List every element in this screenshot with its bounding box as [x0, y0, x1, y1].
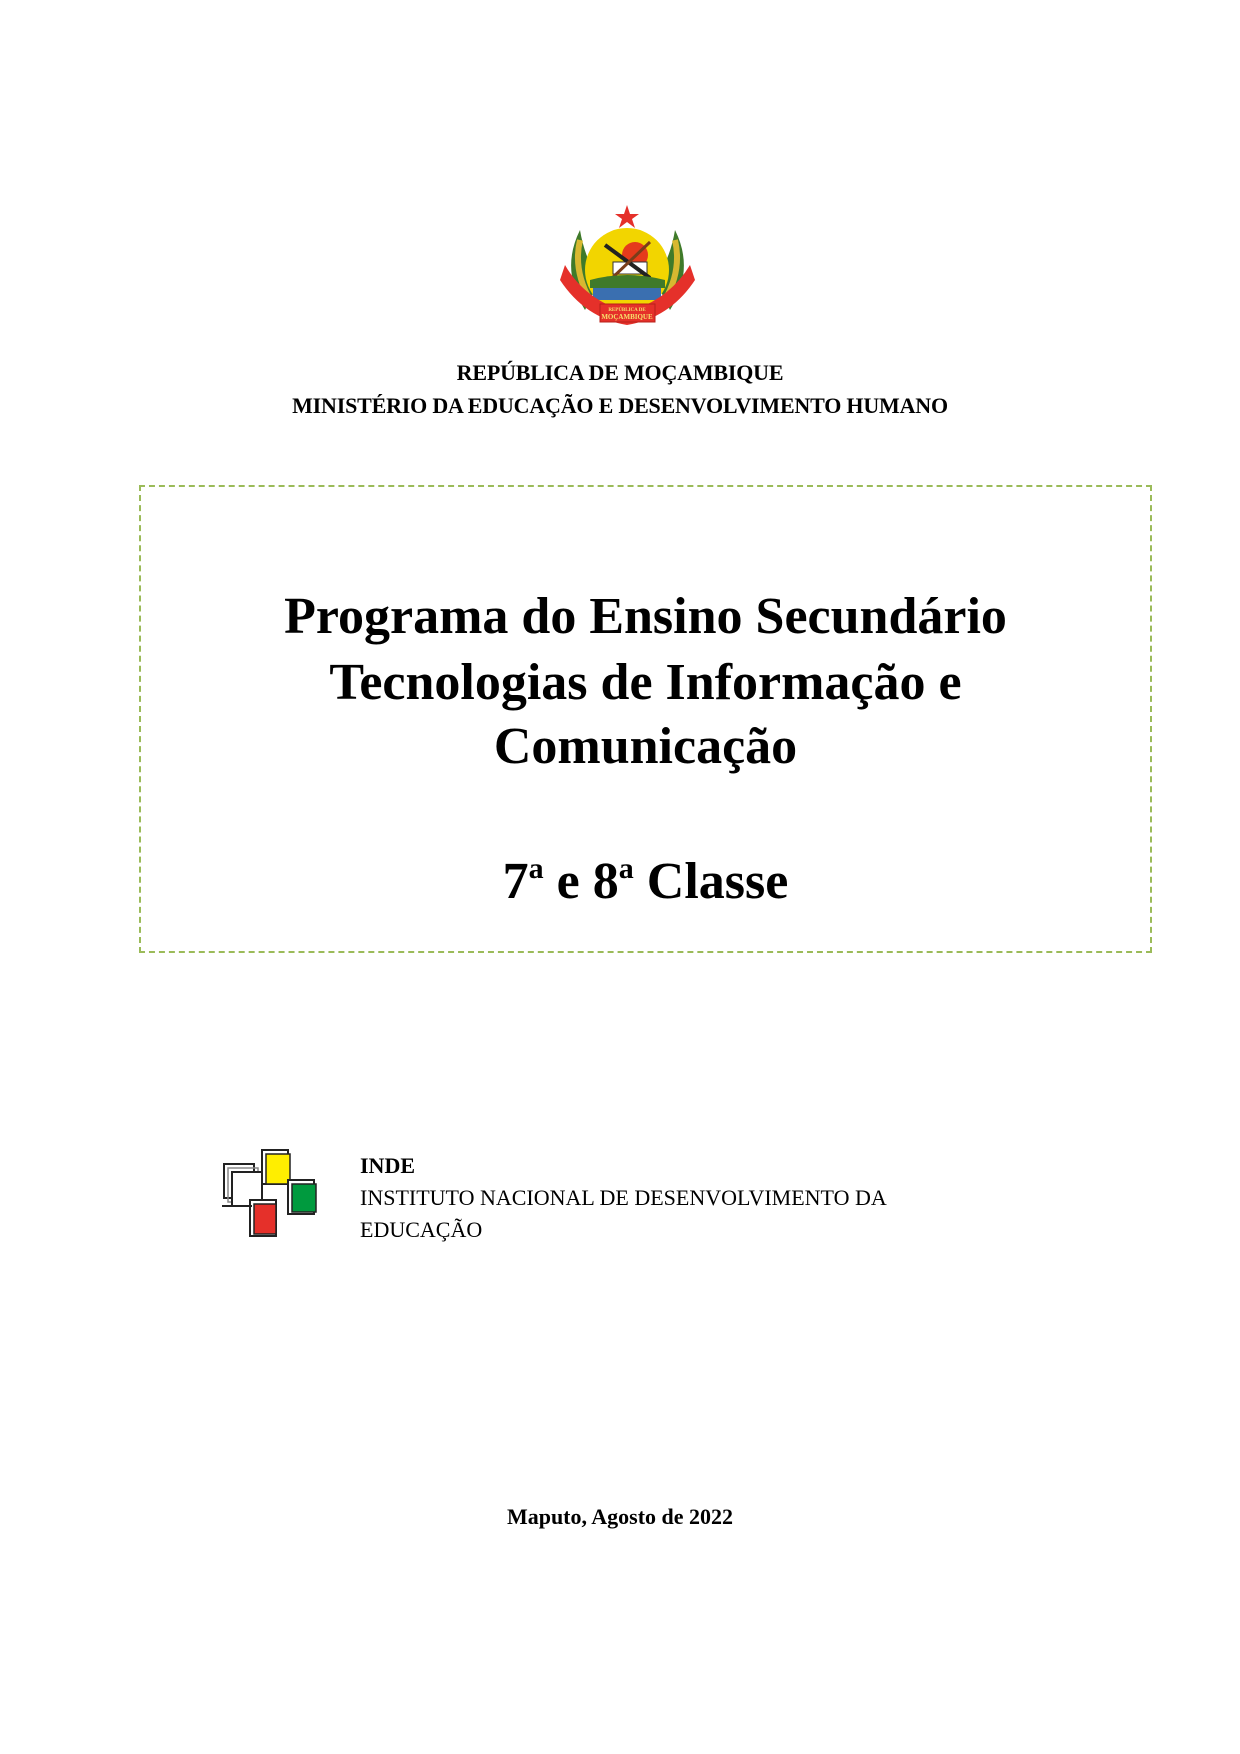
grade-second-ordinal: a	[618, 852, 634, 885]
grade-second: 8	[592, 853, 619, 910]
country-heading: REPÚBLICA DE MOÇAMBIQUE	[456, 360, 784, 385]
ministry-heading: MINISTÉRIO DA EDUCAÇÃO E DESENVOLVIMENTO HUMANO	[292, 393, 948, 418]
institute-name-line-2: EDUCAÇÃO	[360, 1217, 483, 1242]
grade-level	[141, 852, 1150, 912]
coat-of-arms-emblem	[555, 200, 700, 335]
title-box	[139, 485, 1152, 953]
place-and-date: Maputo, Agosto de 2022	[506, 1504, 734, 1529]
grade-label: Classe	[633, 853, 789, 910]
inde-logo-icon	[222, 1148, 332, 1240]
emblem-icon	[555, 200, 700, 335]
svg-text:REPÚBLICA DE: REPÚBLICA DE	[608, 308, 646, 313]
grade-connector: e	[543, 853, 593, 910]
institute-name-line-1: INSTITUTO NACIONAL DE DESENVOLVIMENTO DA	[360, 1185, 887, 1210]
institute-abbreviation: INDE	[360, 1153, 416, 1178]
grade-first-ordinal: a	[528, 852, 544, 885]
grade-first: 7	[502, 853, 529, 910]
document-title-line-1: Programa do Ensino Secundário	[284, 588, 1007, 645]
document-title-line-3: Comunicação	[493, 718, 798, 775]
document-title-line-2: Tecnologias de Informação e	[329, 654, 962, 711]
svg-text:MOÇAMBIQUE: MOÇAMBIQUE	[601, 313, 653, 321]
inde-logo	[222, 1148, 332, 1240]
